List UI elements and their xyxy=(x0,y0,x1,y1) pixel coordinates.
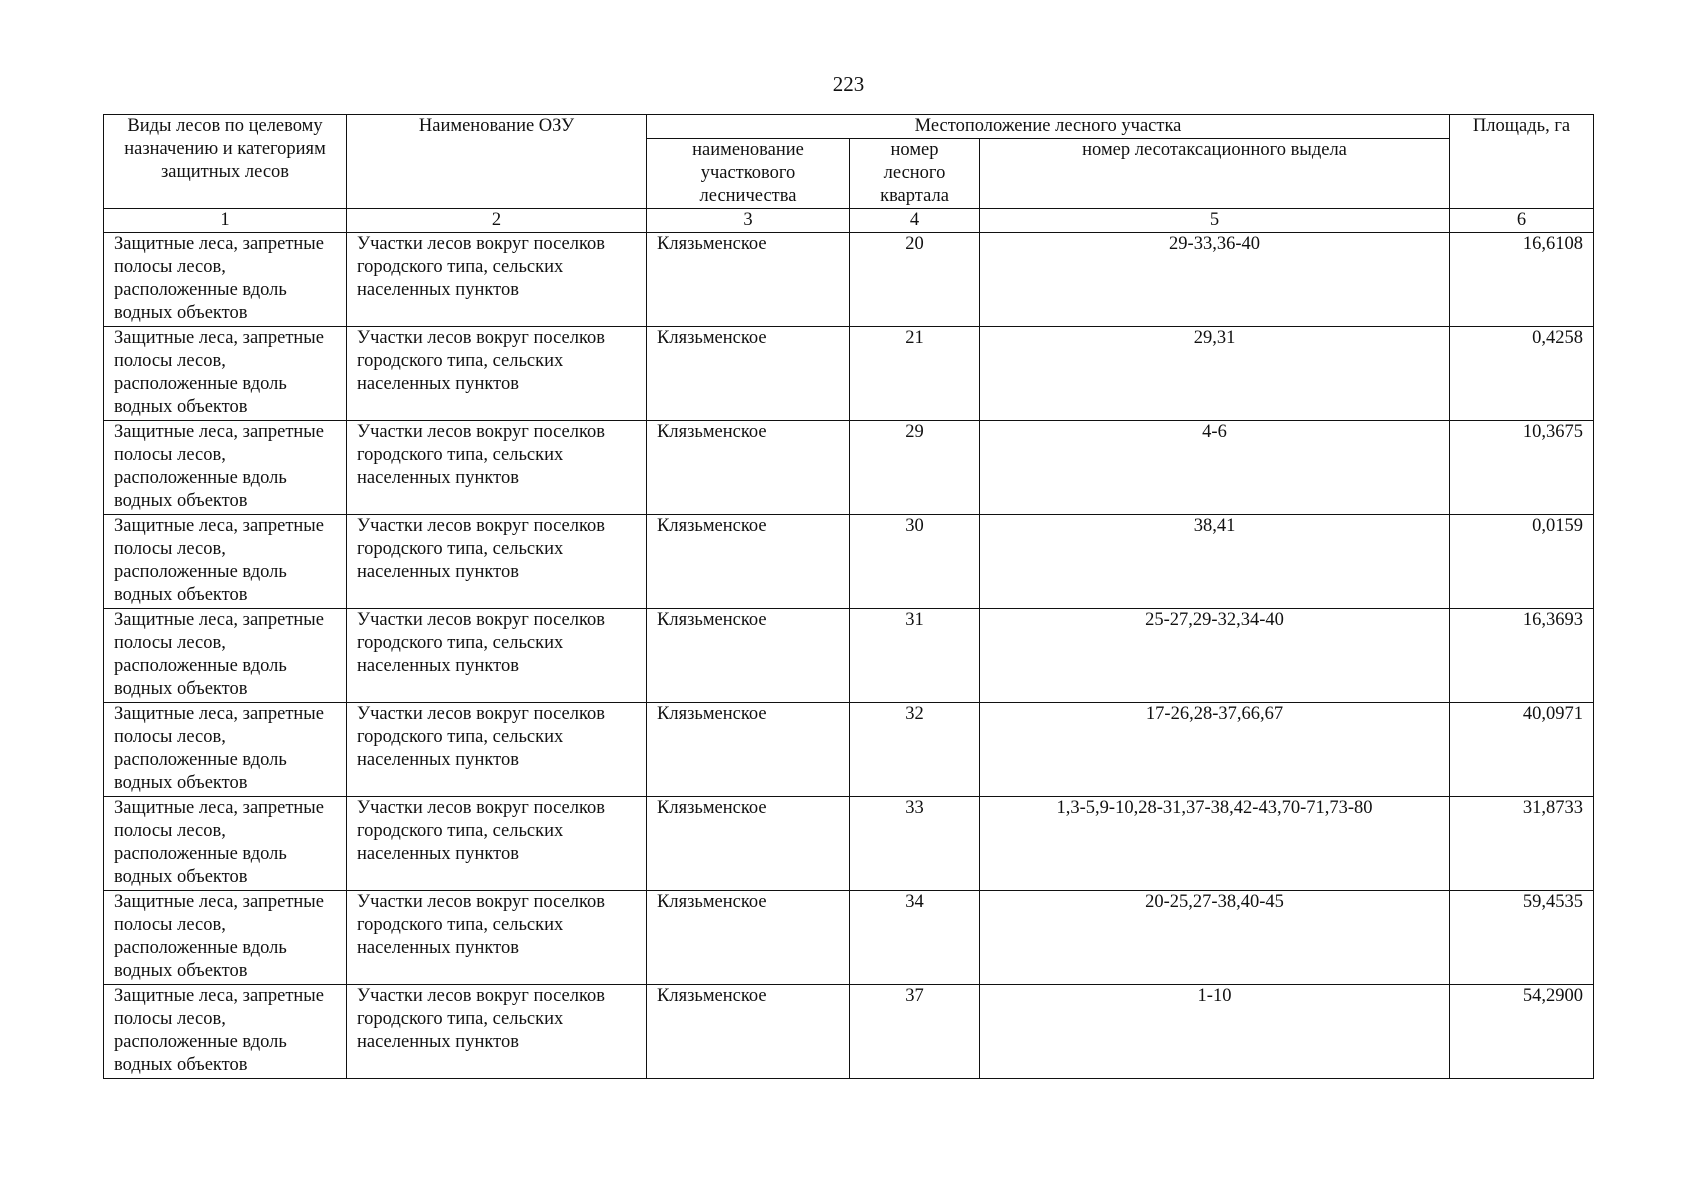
cell-forestry: Клязьменское xyxy=(647,891,850,985)
cell-forest-type: Защитные леса, запретные полосы лесов, расположенные вдоль водных объектов xyxy=(104,797,347,891)
header-plot-number: номер лесотаксационного выдела xyxy=(980,139,1450,209)
header-forestry-name: наименование участкового лесничества xyxy=(647,139,850,209)
cell-forestry: Клязьменское xyxy=(647,985,850,1079)
table-row xyxy=(104,421,1594,515)
cell-forestry: Клязьменское xyxy=(647,233,850,327)
cell-forestry: Клязьменское xyxy=(647,703,850,797)
column-number-row xyxy=(104,209,1594,233)
cell-forestry: Клязьменское xyxy=(647,421,850,515)
cell-area: 16,6108 xyxy=(1450,233,1594,327)
table-row xyxy=(104,233,1594,327)
cell-plots: 29,31 xyxy=(980,327,1450,421)
column-number: 6 xyxy=(1450,209,1594,233)
cell-ozu-name: Участки лесов вокруг поселков городского типа, сельских населенных пунктов xyxy=(347,703,647,797)
table-row xyxy=(104,609,1594,703)
cell-ozu-name: Участки лесов вокруг поселков городского типа, сельских населенных пунктов xyxy=(347,797,647,891)
page-number: 223 xyxy=(832,72,865,96)
cell-area: 0,4258 xyxy=(1450,327,1594,421)
cell-forest-type: Защитные леса, запретные полосы лесов, расположенные вдоль водных объектов xyxy=(104,891,347,985)
cell-ozu-name: Участки лесов вокруг поселков городского типа, сельских населенных пунктов xyxy=(347,609,647,703)
column-number: 3 xyxy=(647,209,850,233)
cell-forest-type: Защитные леса, запретные полосы лесов, расположенные вдоль водных объектов xyxy=(104,609,347,703)
cell-quarter: 31 xyxy=(850,609,980,703)
forest-plots-table xyxy=(103,114,1594,1079)
cell-quarter: 21 xyxy=(850,327,980,421)
header-location-group: Местоположение лесного участка xyxy=(647,115,1450,139)
cell-quarter: 37 xyxy=(850,985,980,1079)
cell-area: 59,4535 xyxy=(1450,891,1594,985)
cell-ozu-name: Участки лесов вокруг поселков городского типа, сельских населенных пунктов xyxy=(347,421,647,515)
cell-forest-type: Защитные леса, запретные полосы лесов, расположенные вдоль водных объектов xyxy=(104,421,347,515)
cell-plots: 17-26,28-37,66,67 xyxy=(980,703,1450,797)
cell-area: 0,0159 xyxy=(1450,515,1594,609)
cell-forest-type: Защитные леса, запретные полосы лесов, расположенные вдоль водных объектов xyxy=(104,985,347,1079)
column-number: 1 xyxy=(104,209,347,233)
table-body xyxy=(104,233,1594,1079)
cell-quarter: 30 xyxy=(850,515,980,609)
cell-forestry: Клязьменское xyxy=(647,609,850,703)
cell-forest-type: Защитные леса, запретные полосы лесов, расположенные вдоль водных объектов xyxy=(104,703,347,797)
cell-plots: 25-27,29-32,34-40 xyxy=(980,609,1450,703)
table-row xyxy=(104,703,1594,797)
cell-ozu-name: Участки лесов вокруг поселков городского типа, сельских населенных пунктов xyxy=(347,327,647,421)
header-quarter-number: номер лесного квартала xyxy=(850,139,980,209)
cell-ozu-name: Участки лесов вокруг поселков городского типа, сельских населенных пунктов xyxy=(347,233,647,327)
table-header xyxy=(104,115,1594,233)
header-ozu-name: Наименование ОЗУ xyxy=(347,115,647,209)
cell-quarter: 33 xyxy=(850,797,980,891)
cell-quarter: 29 xyxy=(850,421,980,515)
header-forest-type: Виды лесов по целевому назначению и категориям защитных лесов xyxy=(104,115,347,209)
column-number: 4 xyxy=(850,209,980,233)
cell-quarter: 20 xyxy=(850,233,980,327)
cell-area: 31,8733 xyxy=(1450,797,1594,891)
table-row xyxy=(104,985,1594,1079)
table-row xyxy=(104,797,1594,891)
cell-forestry: Клязьменское xyxy=(647,327,850,421)
cell-forestry: Клязьменское xyxy=(647,515,850,609)
table-row xyxy=(104,327,1594,421)
cell-area: 54,2900 xyxy=(1450,985,1594,1079)
cell-area: 40,0971 xyxy=(1450,703,1594,797)
cell-ozu-name: Участки лесов вокруг поселков городского типа, сельских населенных пунктов xyxy=(347,515,647,609)
cell-forest-type: Защитные леса, запретные полосы лесов, расположенные вдоль водных объектов xyxy=(104,327,347,421)
cell-plots: 1,3-5,9-10,28-31,37-38,42-43,70-71,73-80 xyxy=(980,797,1450,891)
cell-forest-type: Защитные леса, запретные полосы лесов, расположенные вдоль водных объектов xyxy=(104,515,347,609)
cell-plots: 20-25,27-38,40-45 xyxy=(980,891,1450,985)
header-area: Площадь, га xyxy=(1450,115,1594,209)
cell-plots: 1-10 xyxy=(980,985,1450,1079)
table-row xyxy=(104,515,1594,609)
cell-ozu-name: Участки лесов вокруг поселков городского типа, сельских населенных пунктов xyxy=(347,891,647,985)
cell-forest-type: Защитные леса, запретные полосы лесов, расположенные вдоль водных объектов xyxy=(104,233,347,327)
cell-quarter: 32 xyxy=(850,703,980,797)
column-number: 5 xyxy=(980,209,1450,233)
cell-area: 10,3675 xyxy=(1450,421,1594,515)
cell-quarter: 34 xyxy=(850,891,980,985)
column-number: 2 xyxy=(347,209,647,233)
cell-plots: 29-33,36-40 xyxy=(980,233,1450,327)
cell-area: 16,3693 xyxy=(1450,609,1594,703)
cell-ozu-name: Участки лесов вокруг поселков городского типа, сельских населенных пунктов xyxy=(347,985,647,1079)
cell-forestry: Клязьменское xyxy=(647,797,850,891)
cell-plots: 38,41 xyxy=(980,515,1450,609)
cell-plots: 4-6 xyxy=(980,421,1450,515)
table-row xyxy=(104,891,1594,985)
